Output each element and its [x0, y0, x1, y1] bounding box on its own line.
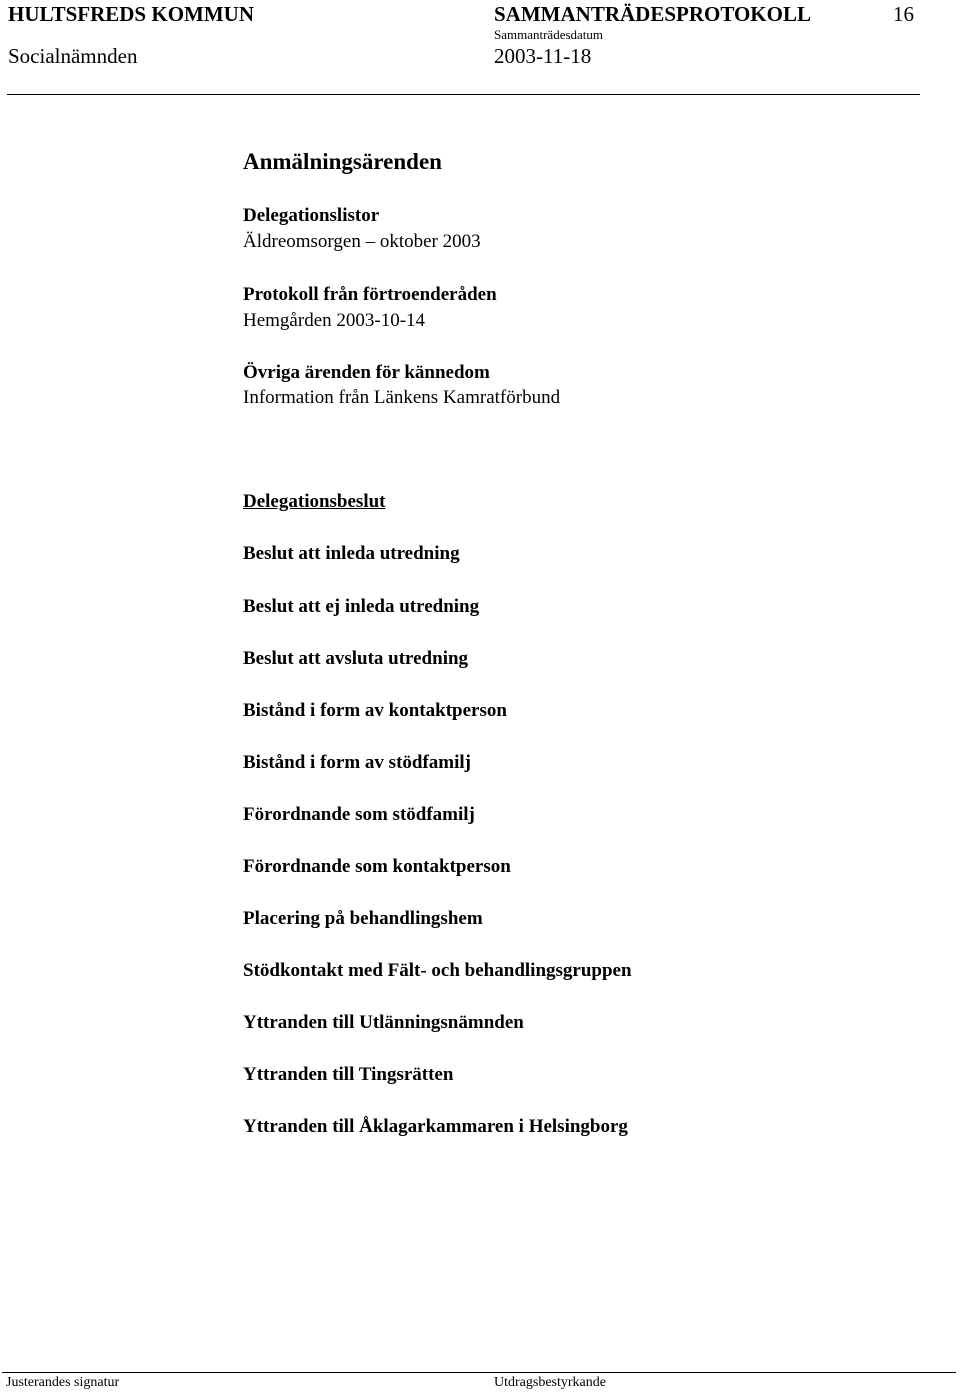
delegation-item: Beslut att ej inleda utredning: [243, 596, 480, 617]
delegation-heading: Delegationsbeslut: [243, 491, 386, 512]
delegation-item: Bistånd i form av kontaktperson: [243, 700, 507, 721]
delegation-item: Beslut att inleda utredning: [243, 543, 460, 564]
document-type: SAMMANTRÄDESPROTOKOLL: [494, 2, 811, 26]
group-detail: Äldreomsorgen – oktober 2003: [243, 231, 481, 252]
delegation-item: Yttranden till Åklagarkammaren i Helsingborg: [243, 1116, 628, 1137]
page-title: Anmälningsärenden: [243, 149, 442, 174]
footer-extract-label: Utdragsbestyrkande: [494, 1375, 606, 1390]
date-label: Sammanträdesdatum: [494, 27, 604, 42]
delegation-item: Förordnande som stödfamilj: [243, 804, 475, 825]
delegation-item: Yttranden till Utlänningsnämnden: [243, 1012, 524, 1033]
delegation-item: Bistånd i form av stödfamilj: [243, 752, 471, 773]
delegation-item: Stödkontakt med Fält- och behandlingsgruppen: [243, 960, 632, 981]
meeting-date: 2003-11-18: [494, 44, 592, 68]
header-divider: [7, 94, 920, 95]
group-detail: Information från Länkens Kamratförbund: [243, 387, 561, 408]
footer-signature-label: Justerandes signatur: [6, 1375, 120, 1390]
group-heading: Övriga ärenden för kännedom: [243, 362, 490, 383]
delegation-item: Yttranden till Tingsrätten: [243, 1064, 454, 1085]
footer-divider: [2, 1372, 956, 1373]
organization-name: HULTSFREDS KOMMUN: [8, 2, 255, 26]
group-detail: Hemgården 2003-10-14: [243, 310, 426, 331]
delegation-item: Förordnande som kontaktperson: [243, 856, 511, 877]
group-heading: Delegationslistor: [243, 205, 380, 226]
delegation-item: Beslut att avsluta utredning: [243, 648, 469, 669]
page-number: 16: [893, 2, 914, 26]
delegation-item: Placering på behandlingshem: [243, 908, 483, 929]
committee-name: Socialnämnden: [8, 44, 138, 68]
group-heading: Protokoll från förtroenderåden: [243, 284, 497, 305]
